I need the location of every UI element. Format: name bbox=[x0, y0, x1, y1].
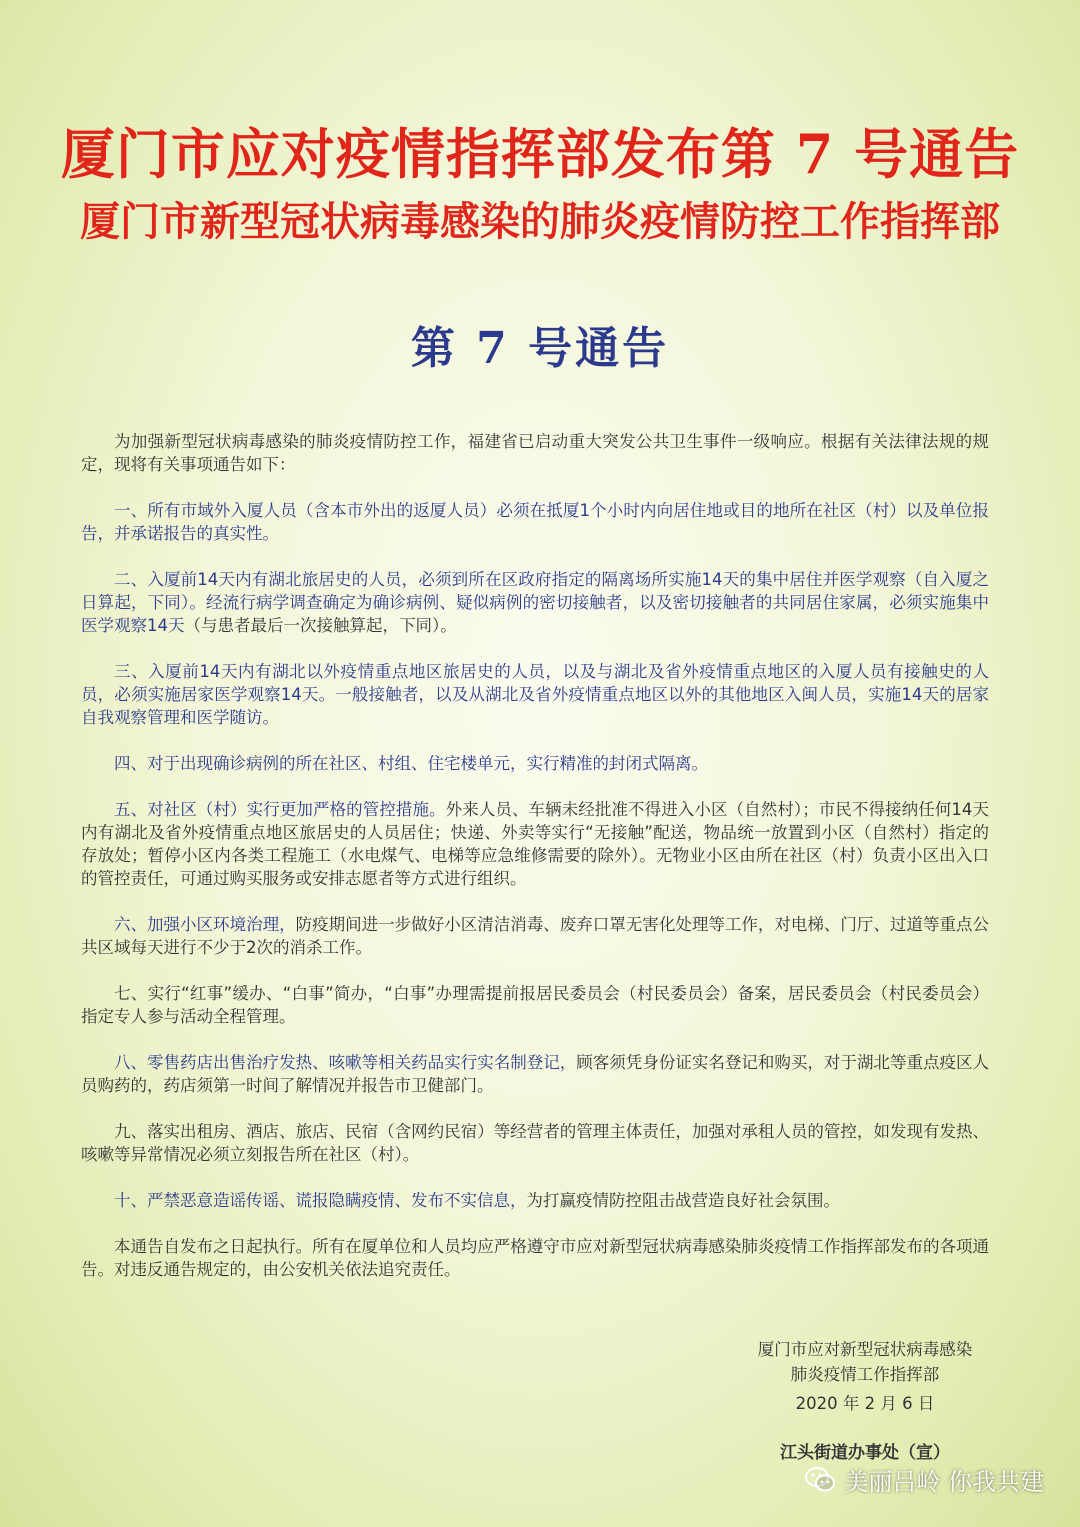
watermark bbox=[804, 1462, 1044, 1497]
item-text: 九、落实出租房、酒店、旅店、民宿（含网约民宿）等经营者的管理主体责任，加强对承租人员的管控，如发现有发热、咳嗽等异常情况必须立刻报告所在社区（村）。 bbox=[81, 1122, 989, 1164]
item-text: 防疫期间进一步做好小区清洁消毒、废弃口罩无害化处理等工作，对电梯、门厅、过道等重点公共区域每天进行不少于2次的消杀工作。 bbox=[81, 915, 990, 957]
item-paragraph bbox=[81, 1120, 989, 1166]
org-title: 厦门市新型冠状病毒感染的肺炎疫情防控工作指挥部 bbox=[80, 198, 1000, 245]
item-highlight: 一、所有市域外入厦人员（含本市外出的返厦人员）必须在抵厦1个小时内向居住地或目的地所在社区（村）以及单位报告，并承诺报告的真实性。 bbox=[81, 501, 989, 543]
item-paragraph bbox=[81, 660, 989, 729]
item-paragraph bbox=[81, 798, 989, 890]
notice-body bbox=[81, 430, 989, 1304]
item-text: 七、实行“红事”缓办、“白事”简办，“白事”办理需提前报居民委员会（村民委员会）备案，居民委员会（村民委员会）指定专人参与活动全程管理。 bbox=[81, 984, 989, 1026]
item-paragraph bbox=[81, 1051, 989, 1097]
notice-number-heading: 第 7 号通告 bbox=[410, 323, 670, 374]
watermark-text: 美丽吕岭 你我共建 bbox=[844, 1468, 1044, 1496]
main-title: 厦门市应对疫情指挥部发布第 7 号通告 bbox=[60, 122, 1020, 186]
wechat-icon bbox=[804, 1464, 836, 1496]
item-paragraph bbox=[81, 982, 989, 1028]
item-text: （与患者最后一次接触算起，下同）。 bbox=[184, 616, 457, 635]
closing-paragraph: 本通告自发布之日起执行。所有在厦单位和人员均应严格遵守市应对新型冠状病毒感染肺炎疫情工作指挥部发布的各项通告。对违反通告规定的，由公安机关依法追究责任。 bbox=[81, 1237, 989, 1279]
signature-org-line2: 肺炎疫情工作指挥部 bbox=[790, 1365, 940, 1384]
signature-date: 2020 年 2 月 6 日 bbox=[795, 1394, 935, 1413]
signature-org-line1: 厦门市应对新型冠状病毒感染 bbox=[757, 1340, 973, 1359]
item-highlight: 五、对社区（村）实行更加严格的管控措施。 bbox=[114, 800, 446, 819]
item-paragraph bbox=[81, 568, 989, 637]
item-paragraph bbox=[81, 752, 989, 775]
item-text: 顾客须凭身份证实名登记和购买，对于湖北等重点疫区人员购药的，药店须第一时间了解情况并报告市卫健部门。 bbox=[81, 1053, 990, 1095]
item-paragraph bbox=[81, 1189, 989, 1212]
signature-block bbox=[700, 1337, 1030, 1416]
intro-paragraph: 为加强新型冠状病毒感染的肺炎疫情防控工作，福建省已启动重大突发公共卫生事件一级响应。根据有关法律法规的规定，现将有关事项通告如下： bbox=[81, 432, 989, 474]
item-highlight: 十、严禁恶意造谣传谣、谎报隐瞒疫情、发布不实信息， bbox=[114, 1191, 527, 1210]
issuer-label: 江头街道办事处（宣） bbox=[780, 1443, 950, 1463]
item-highlight: 四、对于出现确诊病例的所在社区、村组、住宅楼单元，实行精准的封闭式隔离。 bbox=[114, 754, 708, 773]
item-highlight: 二、入厦前14天内有湖北旅居史的人员，必须到所在区政府指定的隔离场所实施14天的集中居住并医学观察（自入厦之日算起，下同）。经流行病学调查确定为确诊病例、疑似病例的密切接触者，以及密切接触者的共同居住家属，必须实施集中医学观察14天 bbox=[81, 570, 989, 635]
item-text: 为打赢疫情防控阻击战营造良好社会氛围。 bbox=[526, 1191, 840, 1210]
item-highlight: 三、入厦前14天内有湖北以外疫情重点地区旅居史的人员，以及与湖北及省外疫情重点地区的入厦人员有接触史的人员，必须实施居家医学观察14天。一般接触者，以及从湖北及省外疫情重点地区以外的其他地区入闽人员，实施14天的居家自我观察管理和医学随访。 bbox=[81, 662, 989, 727]
item-paragraph bbox=[81, 913, 989, 959]
item-paragraph bbox=[81, 499, 989, 545]
item-highlight: 八、零售药店出售治疗发热、咳嗽等相关药品实行实名制登记， bbox=[114, 1053, 577, 1072]
item-text: 外来人员、车辆未经批准不得进入小区（自然村）；市民不得接纳任何14天内有湖北及省外疫情重点地区旅居史的人员居住；快递、外卖等实行“无接触”配送，物品统一放置到小区（自然村）指定的存放处；暂停小区内各类工程施工（水电煤气、电梯等应急维修需要的除外）。无物业小区由所在社区（村）负责小区出入口的管控责任，可通过购买服务或安排志愿者等方式进行组织。 bbox=[81, 800, 990, 888]
item-highlight: 六、加强小区环境治理， bbox=[114, 915, 296, 934]
